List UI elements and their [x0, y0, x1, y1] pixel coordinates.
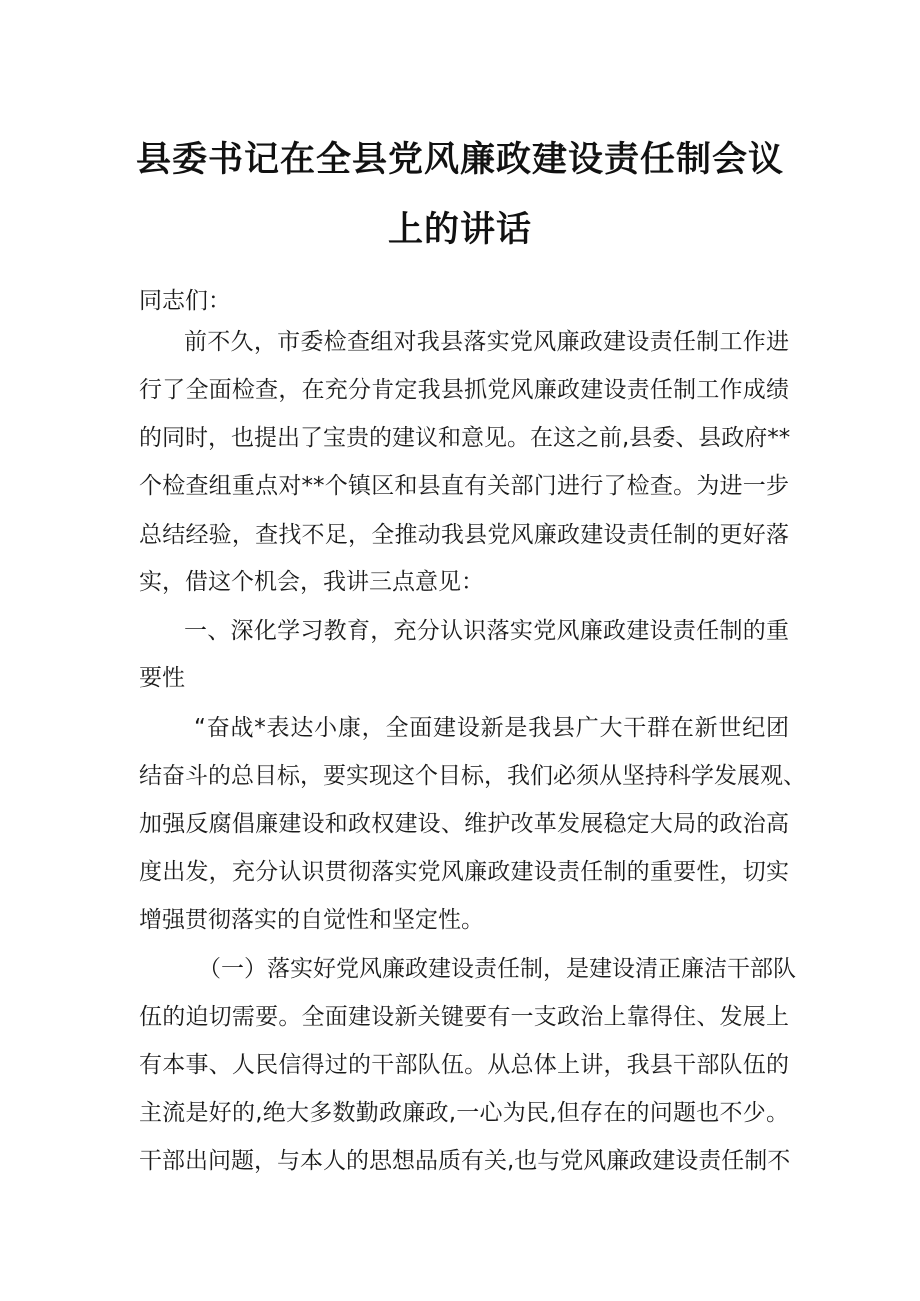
paragraph-line: 实，借这个机会，我讲三点意见： [139, 569, 484, 595]
section-heading-line: 一、深化学习教育，充分认识落实党风廉政建设责任制的重 [184, 618, 789, 644]
paragraph-line: 伍的迫切需要。全面建设新关键要有一支政治上靠得住、发展上 [139, 1004, 789, 1030]
document-title-line-2: 上的讲话 [387, 210, 532, 250]
paragraph-line: “奋战*表达小康，全面建设新是我县广大干群在新世纪团 [194, 715, 789, 741]
paragraph-line: 总结经验，查找不足，全推动我县党风廉政建设责任制的更好落 [139, 522, 789, 548]
paragraph-line: 增强贯彻落实的自觉性和坚定性。 [139, 907, 484, 933]
subsection-line: （一）落实好党风廉政建设责任制，是建设清正廉洁干部队 [198, 956, 796, 982]
paragraph-line: 加强反腐倡廉建设和政权建设、维护改革发展稳定大局的政治高 [139, 811, 789, 837]
paragraph-line: 个检查组重点对**个镇区和县直有关部门进行了检查。为进一步 [139, 473, 789, 499]
paragraph-line: 结奋斗的总目标，要实现这个目标，我们必须从坚持科学发展观、 [139, 763, 806, 789]
paragraph-line: 的同时，也提出了宝贵的建议和意见。在这之前,县委、县政府** [139, 425, 791, 451]
paragraph-line: 行了全面检查，在充分肯定我县抓党风廉政建设责任制工作成绩 [139, 377, 789, 403]
paragraph-line: 主流是好的,绝大多数勤政廉政,一心为民,但存在的问题也不少。 [139, 1100, 789, 1126]
paragraph-line: 干部出问题，与本人的思想品质有关,也与党风廉政建设责任制不 [139, 1148, 791, 1174]
section-heading-line: 要性 [139, 665, 185, 691]
paragraph-line: 度出发，充分认识贯彻落实党风廉政建设责任制的重要性，切实 [139, 859, 789, 885]
salutation: 同志们： [139, 288, 231, 314]
document-title-line-1: 县委书记在全县党风廉政建设责任制会议 [135, 140, 784, 180]
paragraph-line: 有本事、人民信得过的干部队伍。从总体上讲，我县干部队伍的 [139, 1052, 789, 1078]
paragraph-line: 前不久，市委检查组对我县落实党风廉政建设责任制工作进 [184, 329, 789, 355]
